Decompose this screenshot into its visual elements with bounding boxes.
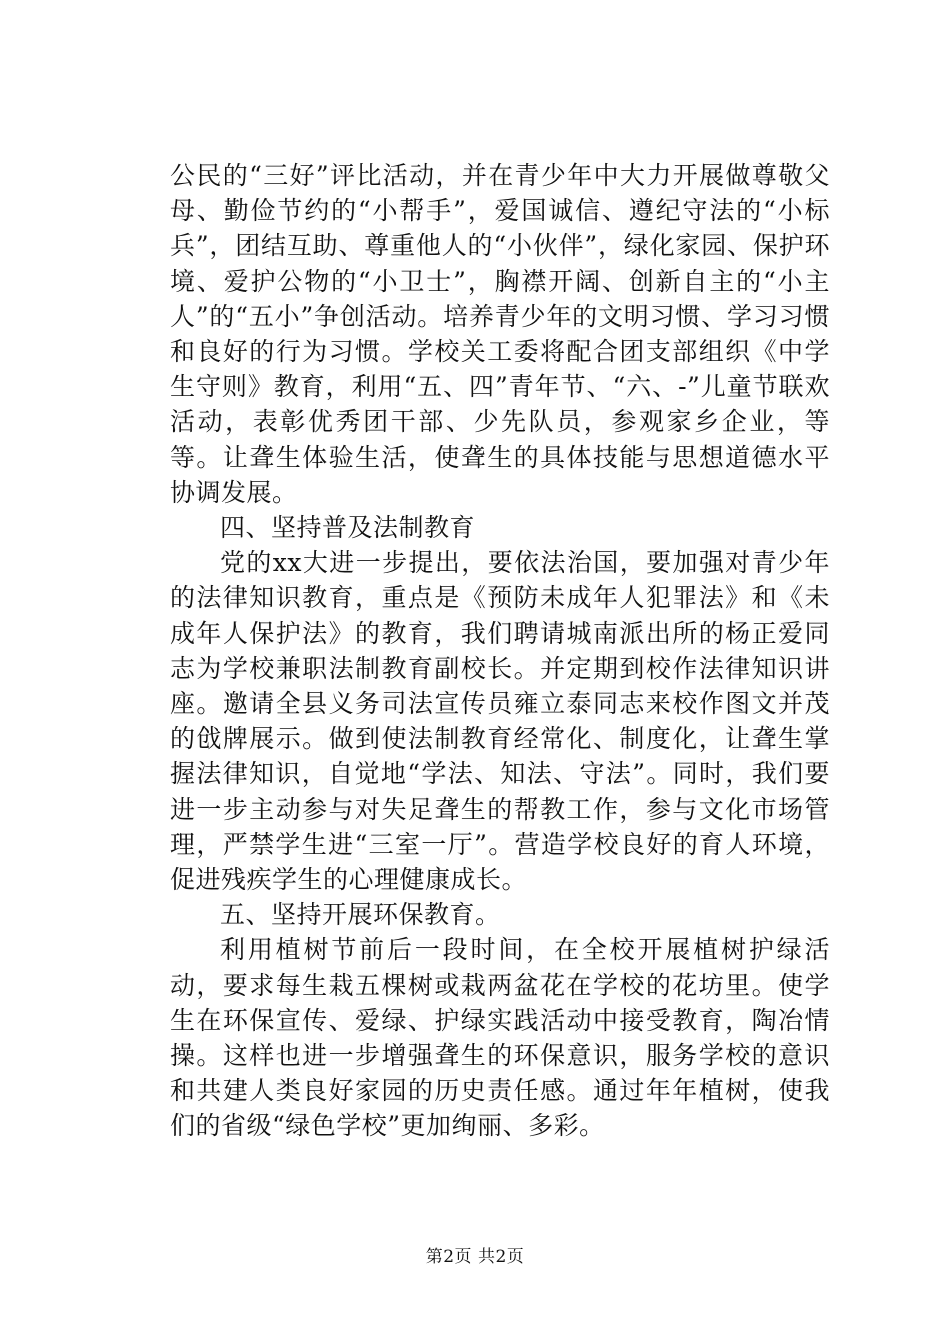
section-heading-environment-education: 五、坚持开展环保教育。 xyxy=(220,900,501,930)
paragraph-legal-education: 党的xx大进一步提出，要依法治国，要加强对青少年的法律知识教育，重点是《预防未成年人犯罪法》和《未成年人保护法》的教育，我们聘请城南派出所的杨正爱同志为学校兼职法制教育副校长。并定期到校作法律知识讲座。邀请全县义务司法宣传员雍立泰同志来校作图文并茂的戗牌展示。做到使法制教育经常化、制度化，让聋生掌握法律知识，自觉地“学法、知法、守法”。同时，我们要进一步主动参与对失足聋生的帮教工作，参与文化市场管理，严禁学生进“三室一厅”。营造学校良好的育人环境，促进残疾学生的心理健康成长。 xyxy=(170,548,830,895)
section-heading-legal-education: 四、坚持普及法制教育 xyxy=(220,513,476,543)
paragraph-continuation: 公民的“三好”评比活动，并在青少年中大力开展做尊敬父母、勤俭节约的“小帮手”，爱国诚信、遵纪守法的“小标兵”，团结互助、尊重他人的“小伙伴”，绿化家园、保护环境、爱护公物的“小卫士”，胸襟开阔、创新自主的“小主人”的“五小”争创活动。培养青少年的文明习惯、学习习惯和良好的行为习惯。学校关工委将配合团支部组织《中学生守则》教育，利用“五、四”青年节、“六、-”儿童节联欢活动，表彰优秀团干部、少先队员，参观家乡企业，等等。让聋生体验生活，使聋生的具体技能与思想道德水平协调发展。 xyxy=(170,161,830,507)
page-footer: 第2页 共2页 xyxy=(425,1247,525,1267)
document-body xyxy=(170,158,830,1144)
paragraph-environment-education: 利用植树节前后一段时间，在全校开展植树护绿活动，要求每生栽五棵树或栽两盆花在学校的花坊里。使学生在环保宣传、爱绿、护绿实践活动中接受教育，陶冶情操。这样也进一步增强聋生的环保意识，服务学校的意识和共建人类良好家园的历史责任感。通过年年植树，使我们的省级“绿色学校”更加绚丽、多彩。 xyxy=(170,935,830,1141)
